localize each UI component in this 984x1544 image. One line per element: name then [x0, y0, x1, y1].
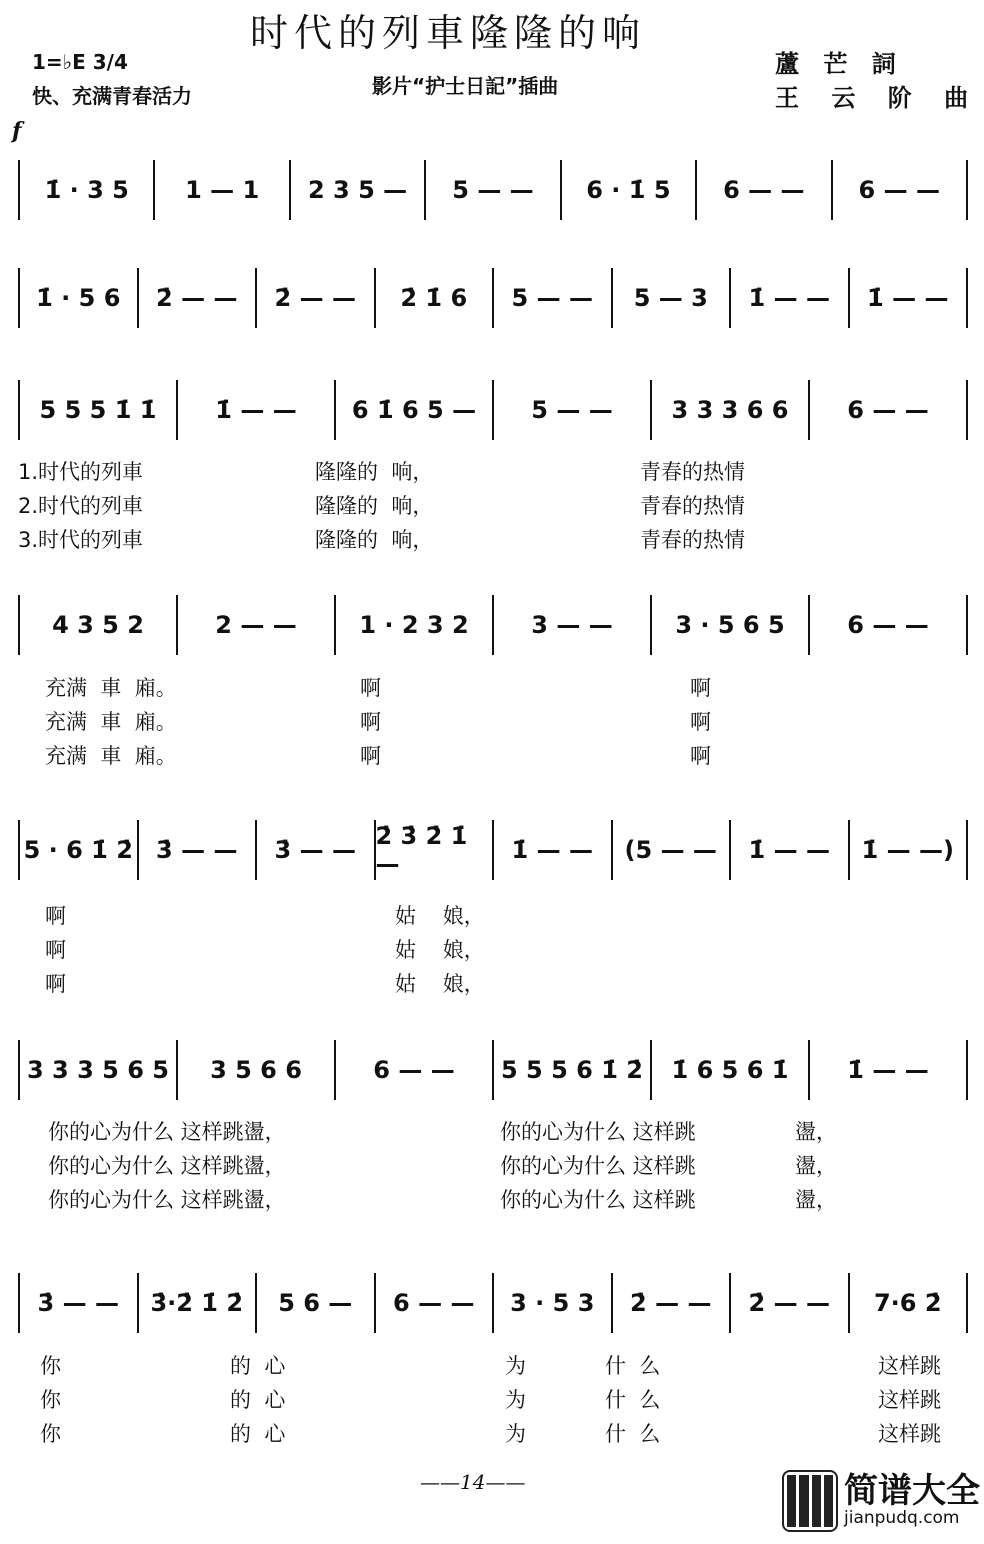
measure: 6 — —: [697, 160, 832, 220]
lyric-segment: 充满 車 廂。: [45, 744, 177, 768]
measure: 1 — 1: [155, 160, 290, 220]
measure: 1̇ — —: [178, 380, 336, 440]
lyric-segment: 你的心为什么 这样跳盪，: [48, 1120, 286, 1144]
measure: 3 3 3 5 6 5: [20, 1040, 178, 1100]
measure: 3̇ — —: [139, 820, 258, 880]
lyric-segment: 什 么: [605, 1422, 661, 1446]
lyric-segment: 你的心为什么 这样跳: [500, 1188, 696, 1212]
measure: 5 · 6 1̇ 2̇: [20, 820, 139, 880]
lyric-segment: 姑 娘，: [395, 972, 485, 996]
measure: 1̇ — —: [731, 268, 850, 328]
lyric-segment: 盪，: [795, 1120, 837, 1144]
notation-system: [18, 380, 968, 440]
lyric-segment: 这样跳: [878, 1388, 941, 1412]
measure: 2̇ 1̇ 6: [376, 268, 495, 328]
dynamic-marking: f: [12, 118, 22, 144]
lyric-segment: 你: [40, 1354, 61, 1378]
lyric-segment: 充满 車 廂。: [45, 710, 177, 734]
lyric-segment: 为: [505, 1422, 526, 1446]
measure: (5 — —: [613, 820, 732, 880]
measure: 5 — —: [494, 268, 613, 328]
lyric-segment: 什 么: [605, 1388, 661, 1412]
page-number: ——14——: [420, 1470, 526, 1494]
lyric-segment: 这样跳: [878, 1422, 941, 1446]
lyric-segment: 隆隆的 响，: [315, 528, 434, 552]
measure: 2̇ — —: [731, 1273, 850, 1333]
lyric-segment: 姑 娘，: [395, 938, 485, 962]
lyric-segment: 啊: [45, 972, 66, 996]
measure: 6 — —: [810, 595, 968, 655]
measure: 2̇ — —: [257, 268, 376, 328]
lyric-segment: 2.时代的列車: [18, 494, 144, 518]
lyric-segment: 的 心: [230, 1422, 286, 1446]
lyric-segment: 你的心为什么 这样跳盪，: [48, 1154, 286, 1178]
notation-system: [18, 160, 968, 220]
notation-system: [18, 595, 968, 655]
song-title: 时代的列車隆隆的响: [250, 11, 647, 55]
measure: 3 3 3 6 6: [652, 380, 810, 440]
key-signature: 1=♭E 3/4: [32, 50, 128, 74]
lyricist: 蘆 芒 詞: [775, 50, 904, 78]
measure: 3̇ — —: [20, 1273, 139, 1333]
lyric-segment: 啊: [45, 938, 66, 962]
measure: 4 3 5 2: [20, 595, 178, 655]
measure: 1 · 2 3 2: [336, 595, 494, 655]
measure: 1̇ — —: [494, 820, 613, 880]
lyric-segment: 青春的热情: [640, 494, 745, 518]
measure: 3 5 6 6: [178, 1040, 336, 1100]
measure: 6 · 1̇ 5: [562, 160, 697, 220]
lyric-segment: 你: [40, 1422, 61, 1446]
measure: 1̇ — —: [731, 820, 850, 880]
notation-system: [18, 1273, 968, 1333]
measure: 1̇ — —: [850, 268, 969, 328]
measure: 3 — —: [494, 595, 652, 655]
measure: 5 — 3: [613, 268, 732, 328]
measure: 1̇ · 5 6: [20, 268, 139, 328]
lyric-segment: 啊: [360, 710, 381, 734]
lyric-segment: 青春的热情: [640, 460, 745, 484]
measure: 3 · 5 3: [494, 1273, 613, 1333]
tempo-marking: 快、充满青春活力: [32, 84, 192, 108]
measure: 6 1̇ 6 5 —: [336, 380, 494, 440]
measure: 3̇·2̇ 1̇ 2̇: [139, 1273, 258, 1333]
lyric-segment: 为: [505, 1354, 526, 1378]
measure: 6 — —: [376, 1273, 495, 1333]
lyric-segment: 的 心: [230, 1388, 286, 1412]
measure: 2̇ 3̇ 2̇ 1̇ —: [376, 820, 495, 880]
measure: 3̇ — —: [257, 820, 376, 880]
subtitle: 影片“护士日記”插曲: [372, 74, 559, 98]
measure: 5 — —: [426, 160, 561, 220]
measure: 6 — —: [833, 160, 968, 220]
lyric-segment: 啊: [690, 710, 711, 734]
measure: 5 5 5 1̇ 1̇: [20, 380, 178, 440]
lyric-segment: 你的心为什么 这样跳: [500, 1120, 696, 1144]
measure: 5 — —: [494, 380, 652, 440]
measure: 2 — —: [178, 595, 336, 655]
lyric-segment: 这样跳: [878, 1354, 941, 1378]
lyric-segment: 的 心: [230, 1354, 286, 1378]
measure: 5 5 5 6 1̇ 2̇: [494, 1040, 652, 1100]
lyric-segment: 为: [505, 1388, 526, 1412]
measure: 2̇ — —: [613, 1273, 732, 1333]
lyric-segment: 啊: [690, 676, 711, 700]
site-logo: [782, 1470, 980, 1532]
measure: 2̇ — —: [139, 268, 258, 328]
lyric-segment: 啊: [360, 744, 381, 768]
measure: 3 · 5 6 5: [652, 595, 810, 655]
measure: 7·6 2̇: [850, 1273, 969, 1333]
notation-system: [18, 820, 968, 880]
lyric-segment: 啊: [360, 676, 381, 700]
lyric-segment: 姑 娘，: [395, 904, 485, 928]
logo-text: 简谱大全: [844, 1471, 980, 1511]
notation-system: [18, 1040, 968, 1100]
composer: 王 云 阶 曲: [775, 84, 981, 112]
lyric-segment: 你的心为什么 这样跳盪，: [48, 1188, 286, 1212]
lyric-segment: 青春的热情: [640, 528, 745, 552]
lyric-segment: 你: [40, 1388, 61, 1412]
piano-keys-icon: [782, 1470, 838, 1532]
lyric-segment: 3.时代的列車: [18, 528, 144, 552]
lyric-segment: 啊: [45, 904, 66, 928]
logo-url: jianpudq.com: [844, 1508, 960, 1528]
measure: 1̇ — —: [810, 1040, 968, 1100]
lyric-segment: 什 么: [605, 1354, 661, 1378]
lyric-segment: 盪，: [795, 1188, 837, 1212]
measure: 5 6 —: [257, 1273, 376, 1333]
measure: 6 — —: [810, 380, 968, 440]
notation-system: [18, 268, 968, 328]
measure: 1̇ 6 5 6 1̇: [652, 1040, 810, 1100]
lyric-segment: 盪，: [795, 1154, 837, 1178]
lyric-segment: 隆隆的 响，: [315, 460, 434, 484]
lyric-segment: 隆隆的 响，: [315, 494, 434, 518]
lyric-segment: 充满 車 廂。: [45, 676, 177, 700]
measure: 6 — —: [336, 1040, 494, 1100]
lyric-segment: 啊: [690, 744, 711, 768]
measure: 2 3 5 —: [291, 160, 426, 220]
measure: 1̇ — —): [850, 820, 969, 880]
measure: 1̇ · 3 5: [20, 160, 155, 220]
lyric-segment: 1.时代的列車: [18, 460, 144, 484]
lyric-segment: 你的心为什么 这样跳: [500, 1154, 696, 1178]
